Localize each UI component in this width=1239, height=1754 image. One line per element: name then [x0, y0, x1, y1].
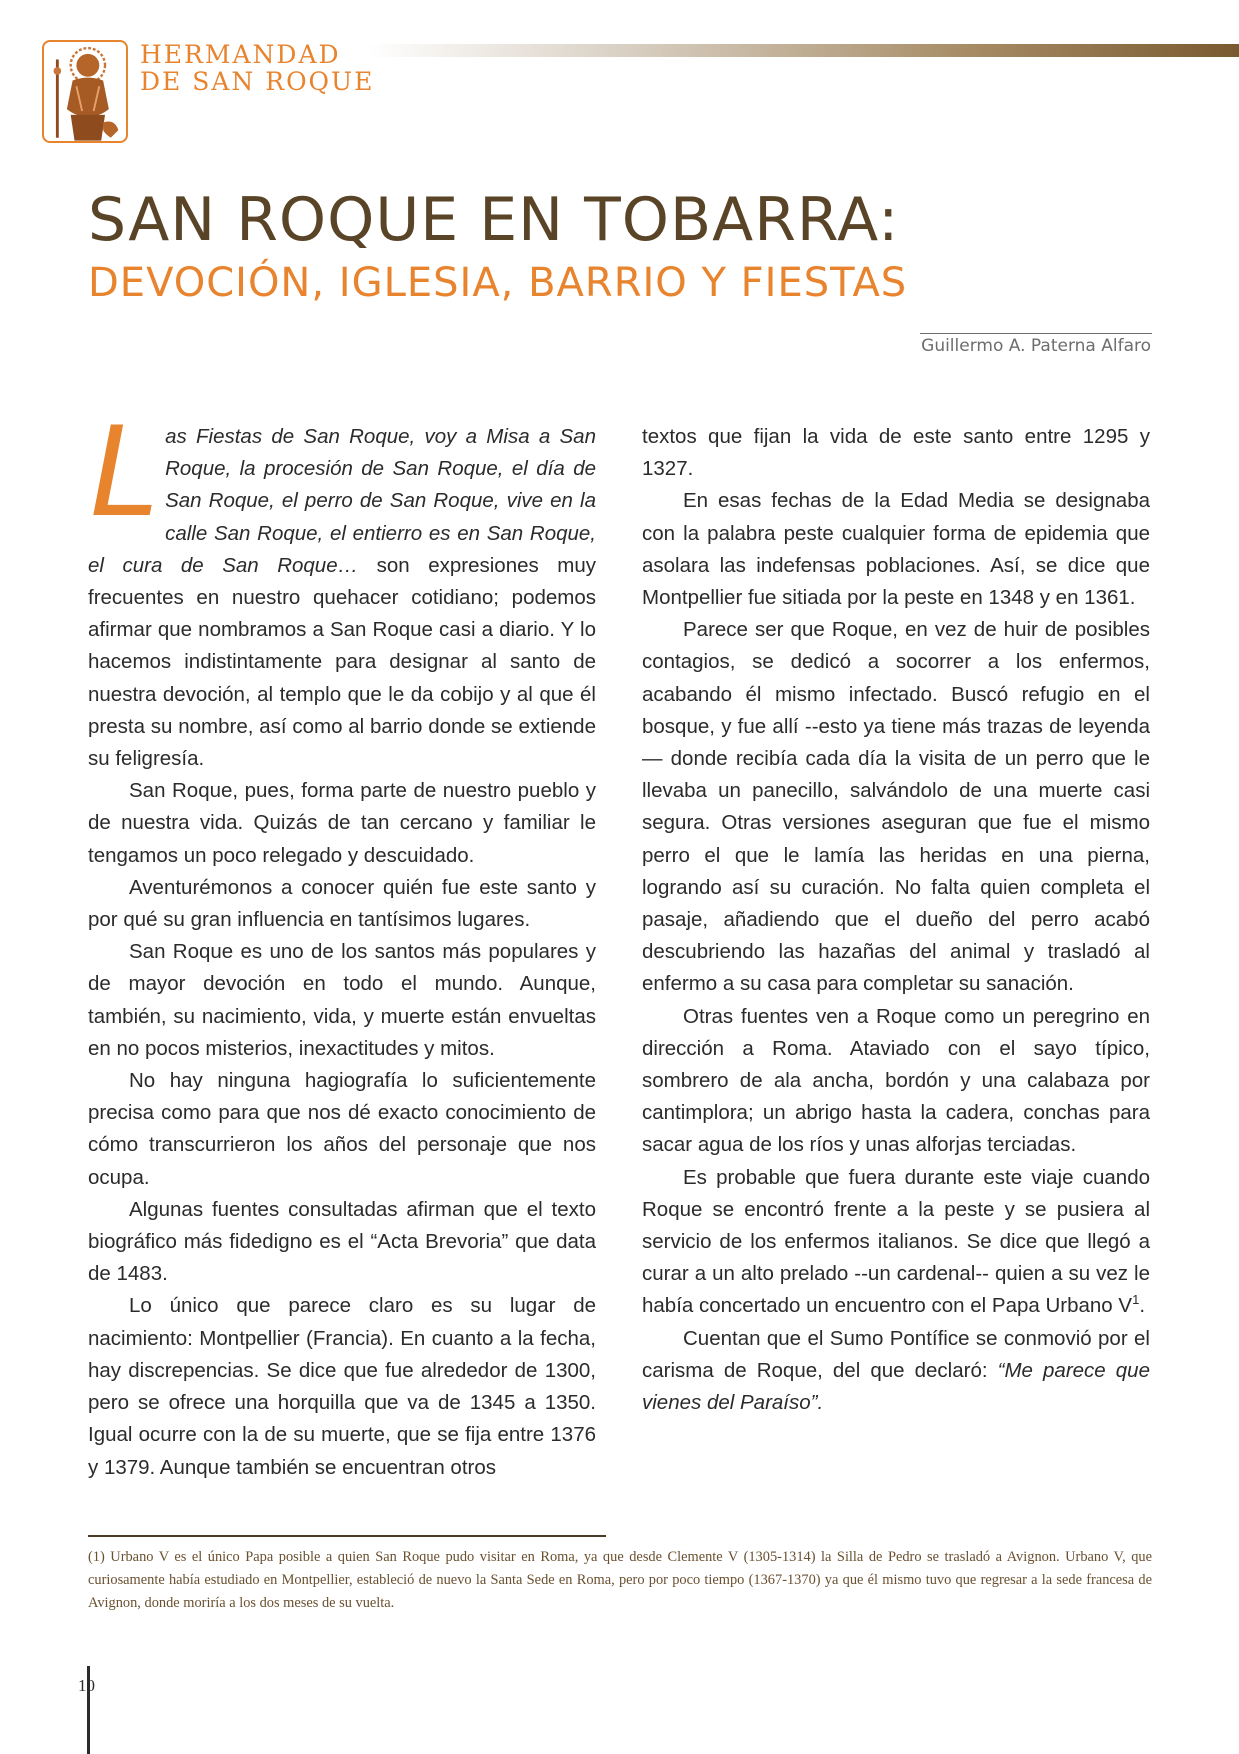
footnote: (1) Urbano V es el único Papa posible a quien San Roque pudo visitar en Roma, ya que desde Clemente V (1305-1314) la Silla de Pedro se trasladó a Avignon. Urbano V, que curiosamente había estudiado en Montpellier, estableció de nuevo la Santa Sede en Roma, pero por poco tiempo (1367-1370) ya que él mismo tuvo que regresar a la sede francesa de Avignon, donde moriría a los dos meses de su vuelta.	[88, 1549, 1152, 1611]
paragraph-1-italic: as Fiestas de San Roque, voy a Misa a San Roque, la procesión de San Roque, el día de San Roque, el perro de San Roque, vive en la calle San Roque, el entierro es en San Roque, el cura de San Roque…	[88, 425, 596, 577]
paragraph-3: Aventurémonos a conocer quién fue este santo y por qué su gran influencia en tantísimos lugares.	[88, 875, 596, 932]
brand-name	[140, 41, 374, 95]
brand-logo	[42, 40, 128, 143]
footnote-rule	[88, 1535, 606, 1537]
article-subtitle: DEVOCIÓN, IGLESIA, BARRIO Y FIESTAS	[88, 260, 908, 306]
brand-line-2: DE SAN ROQUE	[140, 67, 375, 96]
paragraph-8: textos que fijan la vida de este santo entre 1295 y 1327.	[642, 425, 1150, 481]
paragraph-13	[642, 1323, 1150, 1420]
paragraph-12-end: .	[1139, 1294, 1146, 1318]
paragraph-12-text: Es probable que fuera durante este viaje cuando Roque se encontró frente a la peste y se pusiera al servicio de los enfermos italianos. Se dice que llegó a curar a un alto prelado --un cardenal-- quien a su vez le había concertado un encuentro con el Papa Urbano V	[642, 1165, 1150, 1318]
article-column-left	[88, 401, 596, 1484]
saint-roque-figure-icon	[44, 42, 126, 141]
brand-line-1: HERMANDAD	[140, 40, 341, 69]
article-author: Guillermo A. Paterna Alfaro	[921, 336, 1151, 356]
paragraph-4: San Roque es uno de los santos más populares y de mayor devoción en todo el mundo. Aunque, también, su nacimiento, vida, y muerte están envueltas en no pocos misterios, inexactitudes y mitos.	[88, 940, 596, 1060]
drop-cap: L	[90, 401, 160, 545]
page-number: 10	[78, 1676, 95, 1695]
header-gradient-bar	[368, 44, 1239, 57]
paragraph-1-text: son expresiones muy frecuentes en nuestro quehacer cotidiano; podemos afirmar que nombramos a San Roque casi a diario. Y lo hacemos indistintamente para designar al santo de nuestra devoción, al templo que le da cobijo y al que él presta su nombre, así como al barrio donde se extiende su feligresía.	[88, 553, 596, 771]
article-column-right	[642, 421, 1150, 1419]
paragraph-5: No hay ninguna hagiografía lo suficientemente precisa como para que nos dé exacto conocimiento de cómo transcurrieron los años del personaje que nos ocupa.	[88, 1069, 596, 1189]
footnote-ref: 1	[1132, 1292, 1140, 1308]
article-title: SAN ROQUE EN TOBARRA:	[88, 185, 900, 255]
paragraph-11: Otras fuentes ven a Roque como un peregrino en dirección a Roma. Ataviado con el sayo típico, sombrero de ala ancha, bordón y una calabaza por cantimplora; un abrigo hasta la cadera, conchas para sacar agua de los ríos y unas alforjas terciadas.	[642, 1004, 1150, 1157]
paragraph-6: Algunas fuentes consultadas afirman que el texto biográfico más fidedigno es el “Acta Brevoria” que data de 1483.	[88, 1197, 596, 1286]
paragraph-12	[642, 1162, 1150, 1323]
paragraph-10: Parece ser que Roque, en vez de huir de posibles contagios, se dedicó a socorrer a los enfermos, acabando él mismo infectado. Buscó refugio en el bosque, y fue allí --esto ya tiene más trazas de leyenda— donde recibía cada día la visita de un perro que le llevaba un panecillo, salvándolo de una muerte casi segura. Otras versiones aseguran que fue el mismo perro el que le lamía las heridas en una pierna, logrando así su curación. No falta quien completa el pasaje, añadiendo que el dueño del perro acabó descubriendo las hazañas del animal y trasladó al enfermo a su casa para completar su sanación.	[642, 618, 1150, 996]
paragraph-1	[88, 401, 596, 775]
paragraph-2: San Roque, pues, forma parte de nuestro pueblo y de nuestra vida. Quizás de tan cercano y familiar le tengamos un poco relegado y descuidado.	[88, 779, 596, 867]
paragraph-9: En esas fechas de la Edad Media se designaba con la palabra peste cualquier forma de epidemia que asolara las indefensas poblaciones. Así, se dice que Montpellier fue sitiada por la peste en 1348 y en 1361.	[642, 489, 1150, 610]
paragraph-13-text: Cuentan que el Sumo Pontífice se conmovió por el carisma de Roque, del que declaró:	[642, 1326, 1150, 1382]
paragraph-7: Lo único que parece claro es su lugar de nacimiento: Montpellier (Francia). En cuanto a la fecha, hay discrepencias. Se dice que fue alrededor de 1300, pero se ofrece una horquilla que va de 1345 a 1350. Igual ocurre con la de su muerte, que se fija entre 1376 y 1379. Aunque también se encuentran otros	[88, 1294, 596, 1479]
paragraph-13-quote: “Me parece que vienes del Paraíso”.	[642, 1358, 1150, 1415]
author-rule	[920, 333, 1152, 334]
